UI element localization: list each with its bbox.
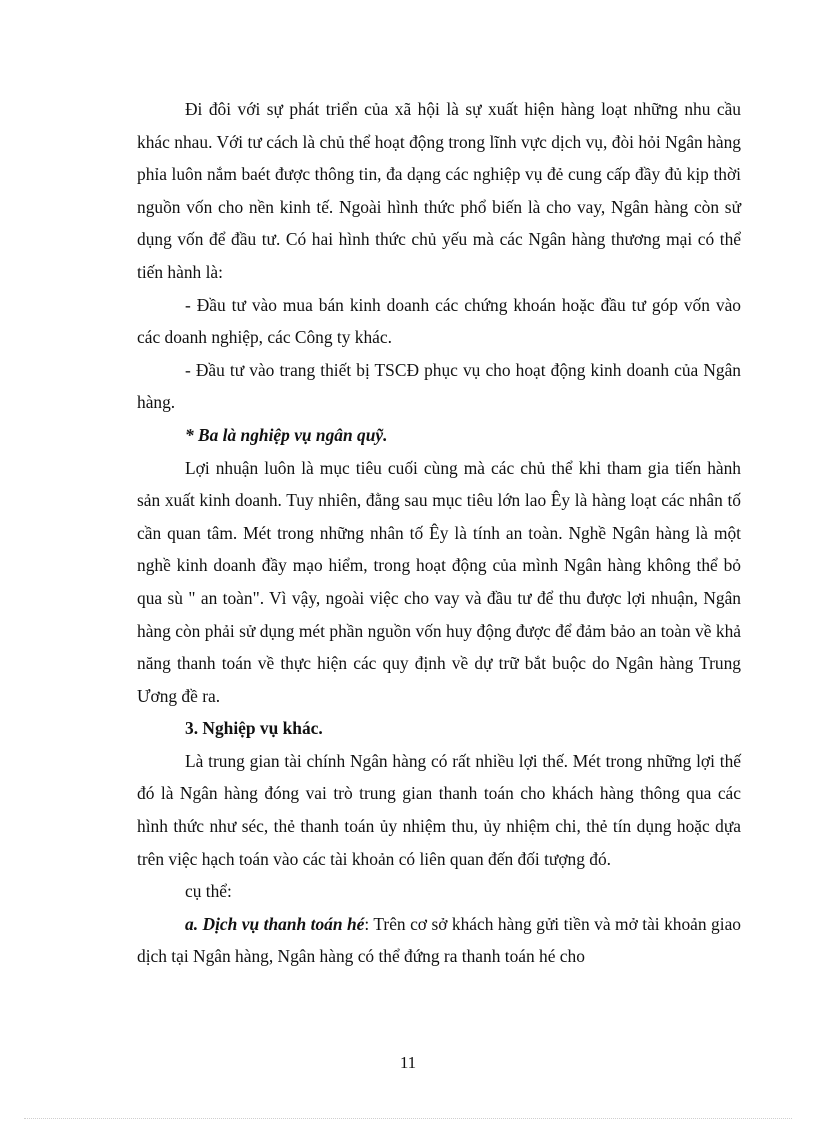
body-text xyxy=(137,93,741,973)
page-number: 11 xyxy=(399,1053,417,1072)
heading-treasury-operations: * Ba là nghiệp vụ ngân quỹ. xyxy=(185,424,388,445)
heading-other-operations: 3. Nghiệp vụ khác. xyxy=(185,718,323,739)
paragraph-payment-service xyxy=(137,908,741,973)
paragraph-profit-safety: Lợi nhuận luôn là mục tiêu cuối cùng mà các chủ thể khi tham gia tiến hành sản xuất kinh doanh. Tuy nhiên, đằng sau mục tiêu lớn lao Êy là hàng loạt các nhân tố cần quan tâm. Mét trong những nhân tố Êy là tính an toàn. Nghề Ngân hàng là một nghề kinh doanh đầy mạo hiểm, trong hoạt động của mình Ngân hàng không thể bỏ qua sù " an toàn". Vì vậy, ngoài việc cho vay và đầu tư để thu được lợi nhuận, Ngân hàng còn phải sử dụng mét phần nguồn vốn huy động được để đảm bảo an toàn về khả năng thanh toán về thực hiện các quy định về dự trữ bắt buộc do Ngân hàng Trung Ương đề ra. xyxy=(137,457,741,706)
paragraph-intermediary-payment: Là trung gian tài chính Ngân hàng có rất nhiều lợi thế. Mét trong những lợi thế đó là Ngân hàng đóng vai trò trung gian thanh toán cho khách hàng thông qua các hình thức như séc, thẻ thanh toán ủy nhiệm thu, ủy nhiệm chi, thẻ tín dụng hoặc dựa trên việc hạch toán vào các tài khoản có liên quan đến đối tượng đó. xyxy=(137,750,741,869)
payment-service-lead: a. Dịch vụ thanh toán hé xyxy=(185,913,365,934)
footer-divider xyxy=(24,1118,792,1119)
paragraph-investment-fixed-assets: - Đầu tư vào trang thiết bị TSCĐ phục vụ cho hoạt động kinh doanh của Ngân hàng. xyxy=(137,359,741,413)
paragraph-development-needs: Đi đôi với sự phát triển của xã hội là sự xuất hiện hàng loạt những nhu cầu khác nhau. Với tư cách là chủ thể hoạt động trong lĩnh vực dịch vụ, đòi hỏi Ngân hàng phỉa luôn nắm baét được thông tin, đa dạng các nghiệp vụ đẻ cung cấp đầy đủ kịp thời nguồn vốn cho nền kinh tế. Ngoài hình thức phổ biến là cho vay, Ngân hàng còn sử dụng vốn để đầu tư. Có hai hình thức chủ yếu mà các Ngân hàng thương mại có thể tiến hành là: xyxy=(137,99,741,282)
paragraph-investment-securities: - Đầu tư vào mua bán kinh doanh các chứng khoán hoặc đầu tư góp vốn vào các doanh nghiệp, các Công ty khác. xyxy=(137,294,741,348)
paragraph-specifically: cụ thể: xyxy=(185,881,232,902)
payment-service-text: : Trên cơ sở khách hàng gửi tiền và mở tài khoản giao dịch tại Ngân hàng, Ngân hàng có thể đứng ra thanh toán hé cho xyxy=(137,913,741,967)
